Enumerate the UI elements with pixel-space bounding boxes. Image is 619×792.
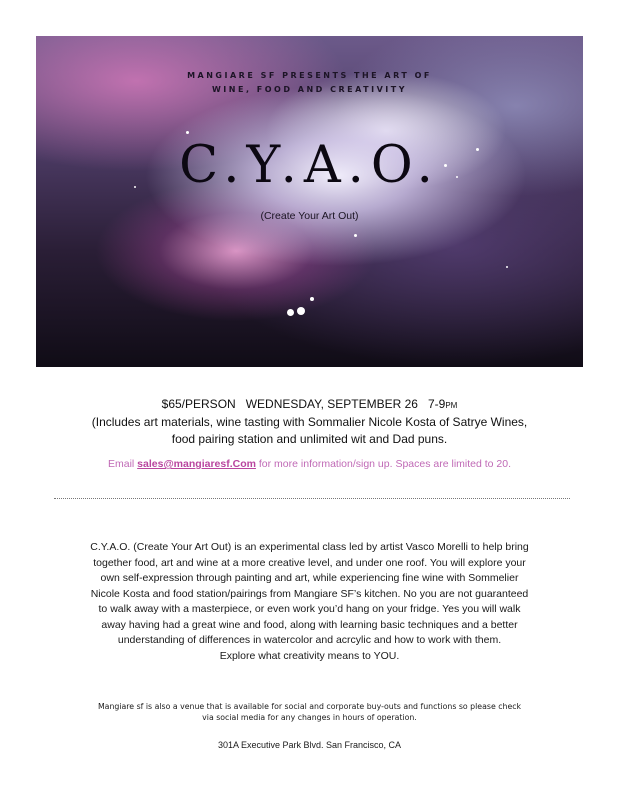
- contact-prefix: Email: [107, 458, 138, 470]
- email-link[interactable]: sales@mangiaresf.Com: [137, 458, 256, 470]
- paint-splatter: [506, 266, 508, 268]
- event-details-line: [0, 397, 619, 411]
- divider: [54, 498, 570, 499]
- paint-splatter: [297, 307, 305, 315]
- contact-line: [0, 458, 619, 470]
- contact-suffix: for more information/sign up. Spaces are limited to 20.: [255, 458, 512, 470]
- description-paragraph: [0, 540, 619, 664]
- event-time: 7-9PM: [427, 397, 458, 411]
- description-line: to walk away with a masterpiece, or even work you’d hang on your fridge. Yes you will walk: [98, 603, 521, 615]
- venue-address: 301A Executive Park Blvd. San Francisco, CA: [217, 740, 402, 750]
- description-line: Explore what creativity means to YOU.: [219, 649, 400, 662]
- venue-note: [0, 701, 619, 723]
- paint-splatter: [186, 131, 189, 134]
- paint-splatter: [354, 234, 357, 237]
- event-title: C.Y.A.O.: [179, 136, 440, 195]
- venue-note-line: Mangiare sf is also a venue that is available for social and corporate buy-outs and functions so please check: [97, 702, 522, 711]
- paint-splatter: [287, 309, 294, 316]
- banner-presents-line: WINE, FOOD AND CREATIVITY: [211, 85, 407, 94]
- description-line: Nicole Kosta and food station/pairings from Mangiare SF’s kitchen. No you are not guaranteed: [90, 587, 529, 600]
- description-line: together food, art and wine at a more creative level, and under one roof. You will explore your: [93, 556, 526, 569]
- event-includes-line: food pairing station and unlimited wit and Dad puns.: [171, 432, 448, 446]
- venue-note-line: via social media for any changes in hours of operation.: [202, 713, 417, 722]
- event-subtitle: (Create Your Art Out): [260, 210, 359, 222]
- description-line: understanding of differences in watercolor and acrcylic and how to work with them.: [117, 634, 502, 646]
- paint-splatter: [310, 297, 314, 301]
- banner-presents-line: MANGIARE SF PRESENTS THE ART OF: [187, 71, 432, 80]
- event-time-suffix: PM: [445, 401, 458, 410]
- description-line: away having had a great wine and food, along with learning basic techniques and a better: [101, 618, 518, 631]
- description-line: C.Y.A.O. (Create Your Art Out) is an experimental class led by artist Vasco Morelli to help bring: [90, 541, 529, 553]
- hero-banner: [36, 36, 583, 367]
- description-line: own self-expression through painting and art, while experiencing fine wine with Sommelier: [100, 572, 519, 584]
- event-price: $65/PERSON: [161, 397, 236, 411]
- event-includes-line: (Includes art materials, wine tasting with Sommalier Nicole Kosta of Satrye Wines,: [91, 415, 528, 429]
- event-date: WEDNESDAY, SEPTEMBER 26: [245, 397, 418, 411]
